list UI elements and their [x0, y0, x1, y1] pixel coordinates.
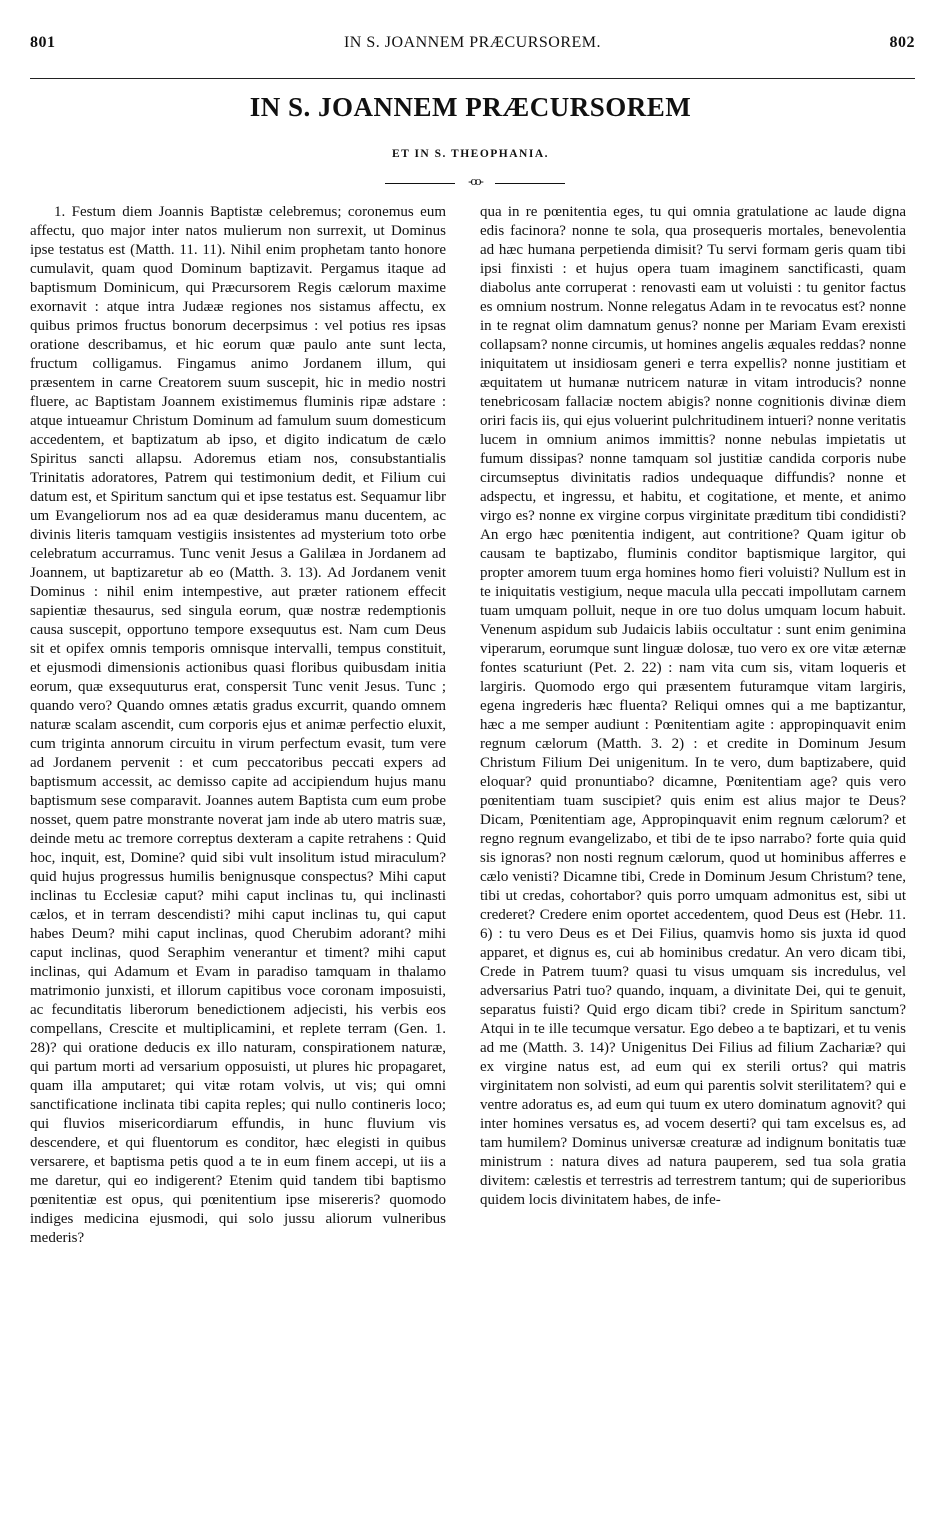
page-number-left: 801	[30, 34, 56, 51]
text-column-right	[480, 203, 906, 1210]
document-title: IN S. JOANNEM PRÆCURSOREM	[249, 92, 692, 122]
document-subtitle: ET IN S. THEOPHANIA.	[391, 148, 550, 160]
body-paragraph-left: 1. Festum diem Joannis Baptistæ celebremus; coronemus eum affectu, quo major inter natos mulierum non surrexit, ut Dominus ipse testatus est (Matth. 11. 11). Nihil enim prophetam tanto honore cumulavit, quam quod Dominum baptizavit. Pergamus itaque ad baptismum Dominicum, qui Præcursorem Regis cælorum maxime exornavit : atque intra Judææ regiones nos sistamus affectu, ex quibus primos fructus bonorum decerpsimus : vel potius res ipsas oratione describamus, et hic eorum quæ paulo ante sunt lecta, fructum colligamus. Fingamus animo Jordanem illum, qui præsentem in carne Creatorem suum suscepit, hic in medio nostri fluere, ac Baptistam Joannem existimemus fluminis ripæ adstare : atque intueamur Christum Dominum ad famulum suum domesticum accedentem, et baptizatum ab ipso, et digito indicatum de cælo Spiritus sancti allapsu. Adoremus etiam nos, consubstantialis Trinitatis adoratores, Patrem qui testimonium dedit, et Filium cui datum est, et Spiritum sanctum qui et ipse testatus est. Sequamur libr um Evangeliorum nos ad ea quæ desideramus manu ducentem, ac divinis literis tamquam vestigiis insistentes ad mysterium toto orbe celebratum accurramus. Tunc venit Jesus a Galilæa in Jordanem ad Joannem, ut baptizaretur ab eo (Matth. 3. 13). Ad Jordanem venit Dominus : nihil enim intempestive, aut præter rationem effecit sapientiæ thesaurus, sed singula eorum, quæ nostræ redemptionis causa suscepit, opportuno tempore exsequutus est. Nam cum Deus sit et opifex omnis temporis omnisque intervalli, tempus constituit, et ejusmodi dimensionis actionibus quasi floribus quibusdam initia eorum, quæ exsequuturus erat, conspersit Tunc venit Jesus. Tunc ; quando vero? Quando omnes ætatis gradus excurrit, quando omnem naturæ scalam ascendit, cum corporis ejus et animæ perfectio eluxit, cum triginta annorum circuitu in virum perfectum evasit, tum vere ad Jordanem pervenit : et cum peccatoribus peccati expers ad baptismum accessit, ac demisso capite ad accipiendum hujus manu baptismum sese comparavit. Joannes autem Baptista cum eum probe nosset, quem patre monstrante noverat jam inde ab utero matris suæ, deinde metu ac tremore correptus dexteram a capite retrahens : Quid hoc, inquit, est, Domine? quid sibi vult insolitum istud miraculum? quid hujus progressus humilis benignusque conspectus? Mihi caput inclinas tu Ecclesiæ caput? mihi caput inclinas tu, qui inclinasti cælos, et in terram descendisti? mihi caput inclinas tu, qui caput habes Deum? mihi caput inclinas, quod Cherubim adorant? mihi caput inclinas, quod Seraphim venerantur et timent? mihi caput inclinas, qui Adamum et Evam in paradiso tamquam in thalamo matrimonio junxisti, et illorum capitibus voce coronam imposuisti, ac fecunditatis liberorum benedictionem adjecisti, his verbis eos compellans, Crescite et multiplicamini, et replete terram (Gen. 1. 28)? qui oratione deducis ex illo naturam, conspirationem naturæ, qui partum morti ad versarium opposuisti, ut plures hic propagaret, quam illa amputaret; qui vitæ rotam volvis, ut vis; qui omni sanctificatione inclinata tibi capita reples; qui nullo contineris loco; qui fluvios misericordiarum effundis, in hunc fluvium vis descendere, et qui fluentorum es conditor, hæc elegisti in quibus versarere, et baptisma petis quod a te in eum finem accepi, ut iis a me daretur, qui eo indigerent? Etenim quid tandem tibi baptismo pœnitentiæ est opus, qui pœnitentium ipse misereris? quomodo indiges medicina ejusmodi, qui solo jussu aliorum vulneribus mederis?	[30, 204, 446, 1246]
text-column-left	[30, 203, 446, 1248]
ornament-rule-right	[495, 183, 565, 184]
running-title: IN S. JOANNEM PRÆCURSOREM.	[343, 34, 602, 51]
title-ornament	[385, 173, 565, 190]
header-rule	[30, 78, 915, 79]
page-number-right: 802	[889, 34, 915, 51]
body-paragraph-right: qua in re pœnitentia eges, tu qui omnia gratulatione ac laude digna edis facinora? nonne te sola, qua prosequeris mortales, benevolentia ad hæc humana perpetienda dimisit? Tu servi formam geris quam tibi ipsi finxisti : et hujus opera tuam imaginem sanctificasti, quam diabolus ante corruperat : renovasti eam ut voluisti : tu genitor factus es omnium nostrum. Nonne relegatus Adam in te revocatus est? nonne in te regnat olim damnatum genus? nonne per Mariam Evam erexisti collapsam? nonne circumis, ut homines angelis æquales reddas? nonne iniquitatem ut insidiosam generi e terra expellis? nonne justitiam et æquitatem ut humanæ nutricem naturæ in vitam introducis? nonne tenebricosam fallaciæ noctem abigis? nonne cognitionis divinæ diem oriri facis iis, qui ejus voluerint pulchritudinem intueri? nonne veritatis lucem in omnium animos immittis? nonne nebulas impietatis ut fumum dissipas? nonne tamquam sol justitiæ candida corporis nube circumseptus divinitatis radios undequaque diffundis? nonne et adspectu, et ingressu, et habitu, et cogitatione, et mente, et animo virgo es? nonne ex virgine corpus virginitate præditum tibi condidisti? An ergo hæc pœnitentia indigent, aut contritione? Quam igitur ob causam te baptizabo, fluminis conditor baptismique largitor, qui propter amorem tuum erga homines homo fieri voluisti? Nullum est in te iniquitatis vestigium, neque macula ulla peccati impollutam carnem tuam umquam polluit, neque in ore tuo dolus umquam locum habuit. Venenum aspidum sub Judaicis labiis occultatur : sunt enim genimina viperarum, eorumque sunt linguæ dolosæ, tuo vero ex ore vitæ æternæ fontes scaturiunt (Pet. 2. 22) : nam vita cum sis, vitam loqueris et largiris. Quomodo ergo qui præsentem futuramque vitam largiris, egena ingrederis hæc fluenta? Reliqui omnes qui a me baptizantur, hæc a me semper audiunt : Pœnitentiam agite : appropinquavit enim regnum cælorum (Matth. 3. 2) : et credite in Dominum Jesum Christum Filium Dei unigenitum. In te vero, dum baptizabere, quid eloquar? quid pronuntiabo? dicamne, Pœnitentiam age? quis vero pœnitentiam tuam suscipiet? quis enim est alius major te Deus? Dicam, Pœnitentiam age, Appropinquavit enim regnum cælorum? et regno regnum evangelizabo, et tibi de te ipso narrabo? forte quia quid sis ignoras? non nosti regnum cælorum, quod ut hominibus afferres e cælo venisti? Dicamne tibi, Crede in Dominum Jesum Christum? tene, tibi ut credas, cohortabor? quis porro umquam admonitus est, sibi ut crederet? Credere enim oportet accedentem, quod Deus est (Hebr. 11. 6) : tu vero Deus es et Dei Filius, quamvis homo sis juxta id quod apparet, et dignus es, cui ab hominibus credatur. An vero dicam tibi, Crede in Patrem tuum? quasi tu visus umquam sis incredulus, vel adversarius Patri tuo? quando, inquam, a divinitate Dei, qui te genuit, separatus fuisti? Quid ergo dicam tibi? crede in Spiritum sanctum? Atqui in te ille tecumque versatur. Ego debeo a te baptizari, et tu venis ad me (Matth. 3. 14)? Unigenitus Dei Filius ad filium Zachariæ? qui ex virgine natus est, ad eum qui ex sterili ortus? qui matris virginitatem non solvisti, ad eum qui parentis solvit sterilitatem? qui e ventre adoratus es, ad eum qui tuum ex utero dominatum agnovit? qui inter homines versatus es, ad vocem deserti? qui tam excelsus es, ad tam humilem? Dominus universæ creaturæ ad indignum bonitatis tuæ ministrum : natura dives ad natura pauperem, sed tua sola gratia divitem: cælestis et terrestris ad terrestrem tantum; qui de superioribus quidem locis divinitatem habes, de infe-	[480, 204, 906, 1208]
ornament-mark: -oo-	[468, 173, 482, 188]
running-head	[30, 34, 915, 54]
